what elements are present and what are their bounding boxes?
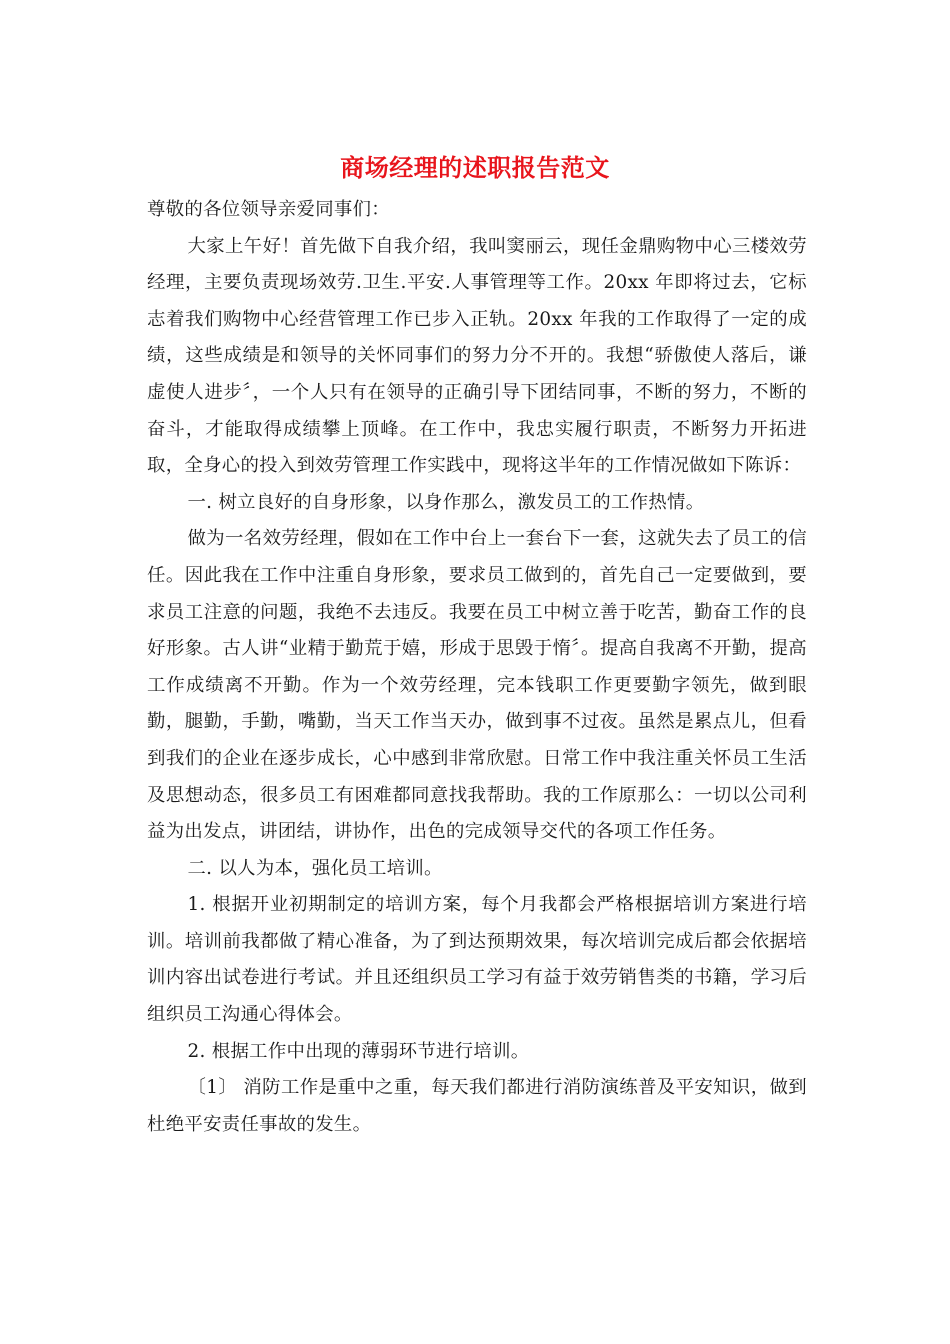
paragraph-section-1: 做为一名效劳经理，假如在工作中台上一套台下一套，这就失去了员工的信任。因此我在工作中注重自身形象，要求员工做到的，首先自己一定要做到，要求员工注意的问题，我绝不去违反。我要在员工中树立善于吃苦，勤奋工作的良好形象。古人讲“业精于勤荒于嬉，形成于思毁于惰〞。提高自我离不开勤，提高工作成绩离不开勤。作为一个效劳经理，完本钱职工作更要勤字领先，做到眼勤，腿勤，手勤，嘴勤，当天工作当天办，做到事不过夜。虽然是累点儿，但看到我们的企业在逐步成长，心中感到非常欣慰。日常工作中我注重关怀员工生活及思想动态，很多员工有困难都同意找我帮助。我的工作原那么：一切以公司利益为出发点，讲团结，讲协作，出色的完成领导交代的各项工作任务。: [147, 528, 807, 843]
paragraph-item-2: 2. 根据工作中出现的薄弱环节进行培训。: [187, 1040, 530, 1062]
salutation: 尊敬的各位领导亲爱同事们：: [147, 199, 390, 220]
section-heading-1: 一. 树立良好的自身形象，以身作那么，激发员工的工作热情。: [187, 491, 705, 513]
paragraph-subitem-1: 〔1〕 消防工作是重中之重，每天我们都进行消防演练普及平安知识，做到杜绝平安责任事故的发生。: [147, 1077, 807, 1135]
paragraph-intro: 大家上午好！首先做下自我介绍，我叫窦丽云，现任金鼎购物中心三楼效劳经理，主要负责现场效劳.卫生.平安.人事管理等工作。20xx 年即将过去，它标志着我们购物中心经营管理工作已步入正轨。20xx 年我的工作取得了一定的成绩，这些成绩是和领导的关怀同事们的努力分不开的。我想“骄傲使人落后，谦虚使人进步〞，一个人只有在领导的正确引导下团结同事，不断的努力，不断的奋斗，才能取得成绩攀上顶峰。在工作中，我忠实履行职责，不断努力开拓进取，全身心的投入到效劳管理工作实践中，现将这半年的工作情况做如下陈诉：: [147, 235, 807, 477]
document-body: [147, 192, 807, 1143]
section-heading-2: 二. 以人为本，强化员工培训。: [187, 857, 443, 879]
document-title: 商场经理的述职报告范文: [340, 153, 610, 182]
paragraph-item-1: 1. 根据开业初期制定的培训方案，每个月我都会严格根据培训方案进行培训。培训前我都做了精心准备，为了到达预期效果，每次培训完成后都会依据培训内容出试卷进行考试。并且还组织员工学习有益于效劳销售类的书籍，学习后组织员工沟通心得体会。: [147, 894, 807, 1026]
